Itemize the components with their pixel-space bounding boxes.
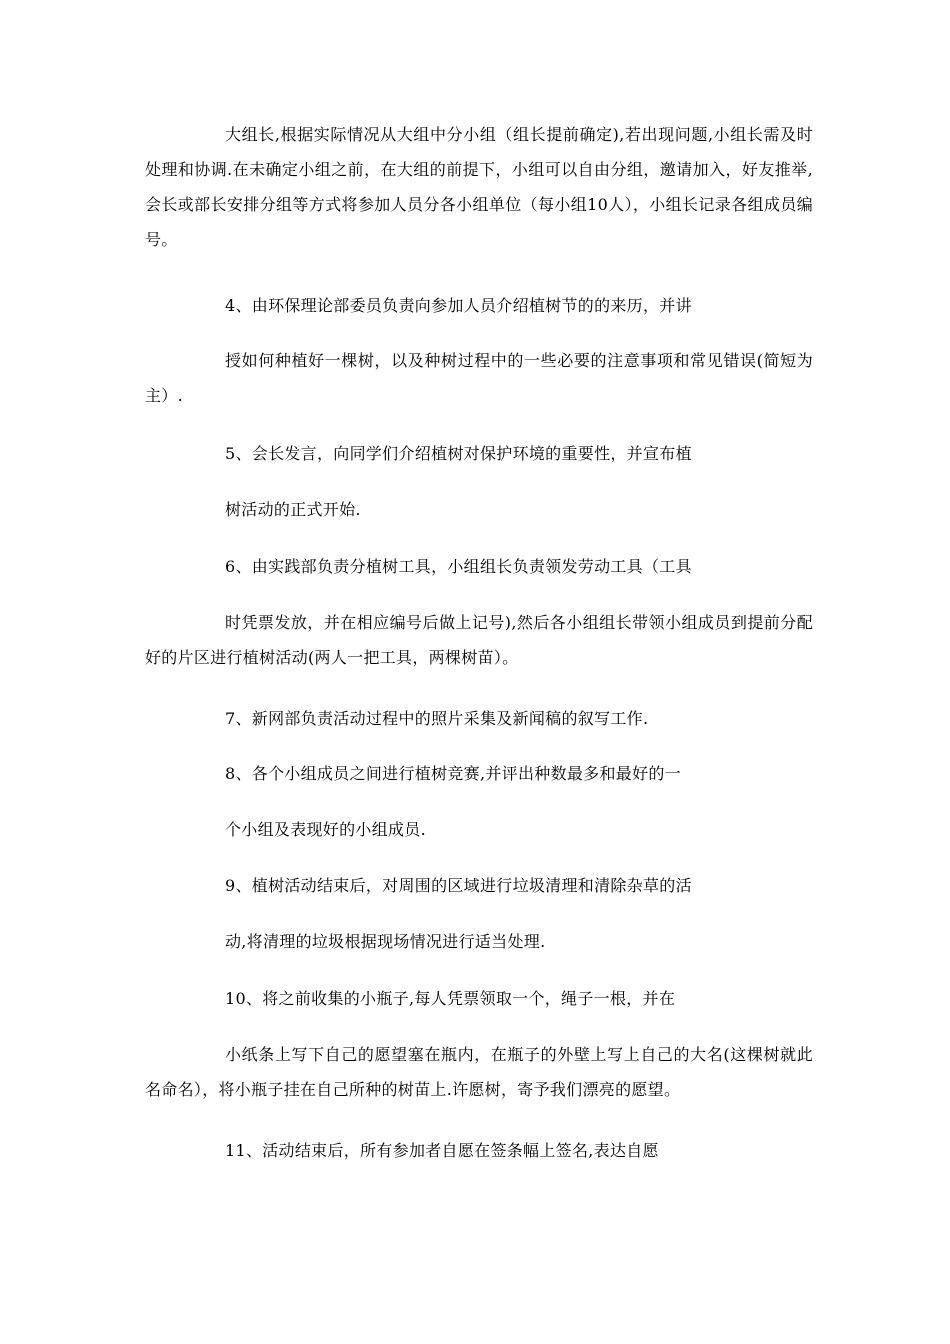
paragraph-step-10: 10、将之前收集的小瓶子,每人凭票领取一个，绳子一根，并在 bbox=[225, 989, 676, 1008]
paragraph-step-5-cont: 树活动的正式开始. bbox=[225, 500, 361, 519]
paragraph-step-8: 8、各个小组成员之间进行植树竞赛,并评出种数最多和最好的一 bbox=[225, 764, 681, 783]
paragraph-step-7: 7、新网部负责活动过程中的照片采集及新闻稿的叙写工作. bbox=[225, 709, 649, 728]
paragraph-step-9-cont: 动,将清理的垃圾根据现场情况进行适当处理. bbox=[225, 932, 546, 951]
paragraph-step-8-cont: 个小组及表现好的小组成员. bbox=[225, 820, 426, 839]
paragraph-step-10-cont: 小纸条上写下自己的愿望塞在瓶内，在瓶子的外壁上写上自己的大名(这棵树就此名命名），将小瓶子挂在自己所种的树苗上.许愿树，寄予我们漂亮的愿望。 bbox=[145, 1045, 813, 1099]
paragraph-step-6: 6、由实践部负责分植树工具，小组组长负责领发劳动工具（工具 bbox=[225, 557, 692, 576]
paragraph-step-4: 4、由环保理论部委员负责向参加人员介绍植树节的的来历，并讲 bbox=[225, 296, 692, 315]
paragraph-step-11: 11、活动结束后，所有参加者自愿在签条幅上签名,表达自愿 bbox=[225, 1141, 659, 1160]
paragraph-step-4-cont: 授如何种植好一棵树，以及种树过程中的一些必要的注意事项和常见错误(简短为主）. bbox=[145, 351, 813, 405]
paragraph-step-5: 5、会长发言，向同学们介绍植树对保护环境的重要性，并宣布植 bbox=[225, 444, 692, 463]
paragraph-step-6-cont: 时凭票发放，并在相应编号后做上记号),然后各小组组长带领小组成员到提前分配好的片区进行植树活动(两人一把工具，两棵树苗）。 bbox=[145, 613, 813, 667]
paragraph-group-division: 大组长,根据实际情况从大组中分小组（组长提前确定),若出现问题,小组长需及时处理和协调.在未确定小组之前，在大组的前提下，小组可以自由分组，邀请加入，好友推举,会长或部长安排分组等方式将参加人员分各小组单位（每小组10人），小组长记录各组成员编号。 bbox=[145, 125, 813, 249]
paragraph-step-9: 9、植树活动结束后，对周围的区域进行垃圾清理和清除杂草的活 bbox=[225, 876, 692, 895]
